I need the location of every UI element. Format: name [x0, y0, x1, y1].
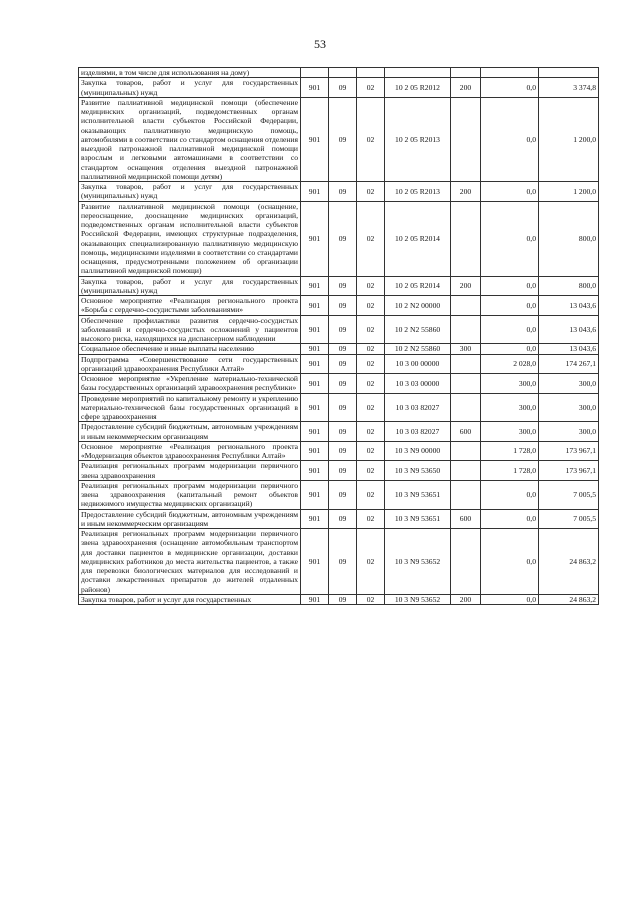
- amount-total-cell: 173 967,1: [539, 441, 599, 461]
- ministry-code-cell: 901: [301, 201, 329, 276]
- expense-type-cell: [451, 393, 481, 422]
- expense-type-cell: 300: [451, 344, 481, 354]
- row-name-cell: Основное мероприятие «Укрепление материально-технической базы государственных организаций здравоохранения республики»: [79, 374, 301, 394]
- amount-change-cell: 1 728,0: [481, 461, 539, 481]
- amount-change-cell: 0,0: [481, 296, 539, 316]
- amount-total-cell: 1 200,0: [539, 182, 599, 202]
- section-code-cell: 09: [329, 422, 357, 442]
- ministry-code-cell: 901: [301, 480, 329, 509]
- amount-change-cell: 0,0: [481, 276, 539, 296]
- section-code-cell: 09: [329, 480, 357, 509]
- row-name-cell: Закупка товаров, работ и услуг для государственных (муниципальных) нужд: [79, 78, 301, 98]
- amount-change-cell: 0,0: [481, 480, 539, 509]
- row-name-cell: Основное мероприятие «Реализация регионального проекта «Модернизация объектов здравоохранения Республики Алтай»: [79, 441, 301, 461]
- ministry-code-cell: 901: [301, 315, 329, 344]
- ministry-code-cell: 901: [301, 276, 329, 296]
- ministry-code-cell: 901: [301, 594, 329, 604]
- row-name-cell: Реализация региональных программ модернизации первичного звена здравоохранения (капитальный ремонт объектов недвижимого имущества медицинских организаций): [79, 480, 301, 509]
- row-name-cell: Проведение мероприятий по капитальному ремонту и укреплению материально-технической базы государственных организаций в сфере здравоохранения: [79, 393, 301, 422]
- row-name-cell: Подпрограмма «Совершенствование сети государственных организаций здравоохранения Республики Алтай»: [79, 354, 301, 374]
- table-row: [79, 509, 599, 529]
- subsection-code-cell: 02: [357, 374, 385, 394]
- expense-type-cell: 200: [451, 182, 481, 202]
- target-article-cell: 10 2 05 R2013: [385, 97, 451, 181]
- table-row: [79, 276, 599, 296]
- subsection-code-cell: 02: [357, 182, 385, 202]
- section-code-cell: 09: [329, 461, 357, 481]
- amount-change-cell: 300,0: [481, 422, 539, 442]
- section-code-cell: 09: [329, 296, 357, 316]
- amount-total-cell: 1 200,0: [539, 97, 599, 181]
- table-row: [79, 374, 599, 394]
- target-article-cell: 10 3 00 00000: [385, 354, 451, 374]
- section-code-cell: [329, 68, 357, 78]
- amount-total-cell: 13 043,6: [539, 296, 599, 316]
- ministry-code-cell: 901: [301, 97, 329, 181]
- table-row: [79, 201, 599, 276]
- row-name-cell: Развитие паллиативной медицинской помощи (оснащение, переоснащение, дооснащение медицинских организаций, подведомственных органам исполнительной власти субъектов Российской Федерации, имеющих структурные подразделения, оказывающих специализированную паллиативную медицинскую помощь, медицинскими изделиями в соответствии со стандартами оснащения, предусмотренными положением об организации паллиативной медицинской помощи): [79, 201, 301, 276]
- ministry-code-cell: 901: [301, 296, 329, 316]
- target-article-cell: 10 2 N2 55860: [385, 315, 451, 344]
- section-code-cell: 09: [329, 344, 357, 354]
- amount-total-cell: 24 863,2: [539, 529, 599, 595]
- expense-type-cell: 200: [451, 78, 481, 98]
- expense-type-cell: [451, 480, 481, 509]
- amount-change-cell: 2 028,0: [481, 354, 539, 374]
- subsection-code-cell: 02: [357, 509, 385, 529]
- target-article-cell: 10 3 03 00000: [385, 374, 451, 394]
- table-row: [79, 296, 599, 316]
- section-code-cell: 09: [329, 441, 357, 461]
- section-code-cell: 09: [329, 97, 357, 181]
- expense-type-cell: [451, 374, 481, 394]
- amount-total-cell: 7 005,5: [539, 509, 599, 529]
- amount-change-cell: 0,0: [481, 182, 539, 202]
- table-row: [79, 78, 599, 98]
- target-article-cell: 10 3 N9 53652: [385, 529, 451, 595]
- ministry-code-cell: 901: [301, 422, 329, 442]
- amount-total-cell: 300,0: [539, 422, 599, 442]
- ministry-code-cell: 901: [301, 374, 329, 394]
- ministry-code-cell: [301, 68, 329, 78]
- ministry-code-cell: 901: [301, 78, 329, 98]
- subsection-code-cell: 02: [357, 276, 385, 296]
- amount-change-cell: 300,0: [481, 393, 539, 422]
- expense-type-cell: [451, 529, 481, 595]
- subsection-code-cell: 02: [357, 594, 385, 604]
- expense-type-cell: [451, 68, 481, 78]
- amount-change-cell: 0,0: [481, 594, 539, 604]
- subsection-code-cell: 02: [357, 441, 385, 461]
- target-article-cell: 10 2 05 R2014: [385, 276, 451, 296]
- row-name-cell: Развитие паллиативной медицинской помощи (обеспечение медицинских организаций, подведомственных органам исполнительной власти субъектов Российской Федерации, оказывающих паллиативную медицинскую помощь, автомобилями в соответствии со стандартом оснащения отделения выездной патронажной паллиативной медицинской помощи взрослым и легковыми автомашинами в соответствии со стандартом оснащения отделения выездной патронажной паллиативной медицинской помощи детям): [79, 97, 301, 181]
- row-name-cell: Закупка товаров, работ и услуг для государственных (муниципальных) нужд: [79, 182, 301, 202]
- amount-total-cell: 300,0: [539, 374, 599, 394]
- row-name-cell: Закупка товаров, работ и услуг для государственных (муниципальных) нужд: [79, 276, 301, 296]
- subsection-code-cell: [357, 68, 385, 78]
- expense-type-cell: [451, 461, 481, 481]
- amount-total-cell: 800,0: [539, 201, 599, 276]
- subsection-code-cell: 02: [357, 296, 385, 316]
- row-name-cell: Основное мероприятие «Реализация регионального проекта «Борьба с сердечно-сосудистыми заболеваниями»: [79, 296, 301, 316]
- expense-type-cell: 600: [451, 422, 481, 442]
- table-row: [79, 393, 599, 422]
- amount-total-cell: 173 967,1: [539, 461, 599, 481]
- ministry-code-cell: 901: [301, 344, 329, 354]
- expense-type-cell: 200: [451, 594, 481, 604]
- amount-change-cell: 0,0: [481, 201, 539, 276]
- table-row: [79, 354, 599, 374]
- subsection-code-cell: 02: [357, 393, 385, 422]
- amount-change-cell: 0,0: [481, 529, 539, 595]
- subsection-code-cell: 02: [357, 97, 385, 181]
- target-article-cell: [385, 68, 451, 78]
- ministry-code-cell: 901: [301, 182, 329, 202]
- target-article-cell: 10 3 N9 53651: [385, 509, 451, 529]
- subsection-code-cell: 02: [357, 201, 385, 276]
- table-row: [79, 97, 599, 181]
- subsection-code-cell: 02: [357, 315, 385, 344]
- section-code-cell: 09: [329, 276, 357, 296]
- amount-total-cell: 13 043,6: [539, 344, 599, 354]
- expense-type-cell: [451, 315, 481, 344]
- amount-total-cell: 300,0: [539, 393, 599, 422]
- amount-total-cell: 3 374,8: [539, 78, 599, 98]
- target-article-cell: 10 2 N2 55860: [385, 344, 451, 354]
- amount-change-cell: 1 728,0: [481, 441, 539, 461]
- amount-total-cell: 7 005,5: [539, 480, 599, 509]
- ministry-code-cell: 901: [301, 441, 329, 461]
- target-article-cell: 10 2 05 R2013: [385, 182, 451, 202]
- row-name-cell: изделиями, в том числе для использования на дому): [79, 68, 301, 78]
- ministry-code-cell: 901: [301, 509, 329, 529]
- row-name-cell: Закупка товаров, работ и услуг для государственных: [79, 594, 301, 604]
- section-code-cell: 09: [329, 201, 357, 276]
- amount-change-cell: 300,0: [481, 374, 539, 394]
- expense-type-cell: 600: [451, 509, 481, 529]
- budget-table: [78, 67, 599, 605]
- subsection-code-cell: 02: [357, 529, 385, 595]
- expense-type-cell: [451, 97, 481, 181]
- amount-total-cell: 13 043,6: [539, 315, 599, 344]
- section-code-cell: 09: [329, 354, 357, 374]
- subsection-code-cell: 02: [357, 422, 385, 442]
- table-row: [79, 461, 599, 481]
- ministry-code-cell: 901: [301, 529, 329, 595]
- target-article-cell: 10 2 05 R2014: [385, 201, 451, 276]
- row-name-cell: Предоставление субсидий бюджетным, автономным учреждениям и иным некоммерческим организациям: [79, 422, 301, 442]
- section-code-cell: 09: [329, 594, 357, 604]
- table-row: [79, 441, 599, 461]
- amount-change-cell: 0,0: [481, 78, 539, 98]
- target-article-cell: 10 3 N9 53651: [385, 480, 451, 509]
- subsection-code-cell: 02: [357, 78, 385, 98]
- section-code-cell: 09: [329, 315, 357, 344]
- table-row: [79, 594, 599, 604]
- ministry-code-cell: 901: [301, 393, 329, 422]
- amount-change-cell: 0,0: [481, 97, 539, 181]
- row-name-cell: Обеспечение профилактики развития сердечно-сосудистых заболеваний и сердечно-сосудистых осложнений у пациентов высокого риска, находящихся на диспансерном наблюдении: [79, 315, 301, 344]
- target-article-cell: 10 2 N2 00000: [385, 296, 451, 316]
- section-code-cell: 09: [329, 374, 357, 394]
- row-name-cell: Предоставление субсидий бюджетным, автономным учреждениям и иным некоммерческим организациям: [79, 509, 301, 529]
- row-name-cell: Социальное обеспечение и иные выплаты населению: [79, 344, 301, 354]
- section-code-cell: 09: [329, 393, 357, 422]
- target-article-cell: 10 3 N9 00000: [385, 441, 451, 461]
- subsection-code-cell: 02: [357, 480, 385, 509]
- amount-total-cell: 174 267,1: [539, 354, 599, 374]
- expense-type-cell: [451, 354, 481, 374]
- ministry-code-cell: 901: [301, 354, 329, 374]
- amount-change-cell: 0,0: [481, 344, 539, 354]
- section-code-cell: 09: [329, 509, 357, 529]
- table-row: [79, 422, 599, 442]
- subsection-code-cell: 02: [357, 344, 385, 354]
- page-number: 53: [314, 37, 326, 51]
- target-article-cell: 10 2 05 R2012: [385, 78, 451, 98]
- ministry-code-cell: 901: [301, 461, 329, 481]
- section-code-cell: 09: [329, 182, 357, 202]
- row-name-cell: Реализация региональных программ модернизации первичного звена здравоохранения (оснащение автомобильным транспортом для доставки пациентов в медицинские организации, доставки медицинских работников до места жительства пациентов, а также для перевозки биологических материалов для исследований и доставки лекарственных препаратов до жителей отдаленных районов): [79, 529, 301, 595]
- target-article-cell: 10 3 N9 53652: [385, 594, 451, 604]
- target-article-cell: 10 3 N9 53650: [385, 461, 451, 481]
- table-row: [79, 315, 599, 344]
- table-row: [79, 480, 599, 509]
- expense-type-cell: [451, 441, 481, 461]
- target-article-cell: 10 3 03 82027: [385, 422, 451, 442]
- expense-type-cell: [451, 296, 481, 316]
- expense-type-cell: [451, 201, 481, 276]
- row-name-cell: Реализация региональных программ модернизации первичного звена здравоохранения: [79, 461, 301, 481]
- table-row: [79, 182, 599, 202]
- table-row: [79, 344, 599, 354]
- subsection-code-cell: 02: [357, 354, 385, 374]
- amount-total-cell: 24 863,2: [539, 594, 599, 604]
- subsection-code-cell: 02: [357, 461, 385, 481]
- table-row: [79, 529, 599, 595]
- table-row: [79, 68, 599, 78]
- amount-total-cell: [539, 68, 599, 78]
- expense-type-cell: 200: [451, 276, 481, 296]
- section-code-cell: 09: [329, 529, 357, 595]
- amount-change-cell: [481, 68, 539, 78]
- amount-change-cell: 0,0: [481, 509, 539, 529]
- section-code-cell: 09: [329, 78, 357, 98]
- amount-total-cell: 800,0: [539, 276, 599, 296]
- target-article-cell: 10 3 03 82027: [385, 393, 451, 422]
- amount-change-cell: 0,0: [481, 315, 539, 344]
